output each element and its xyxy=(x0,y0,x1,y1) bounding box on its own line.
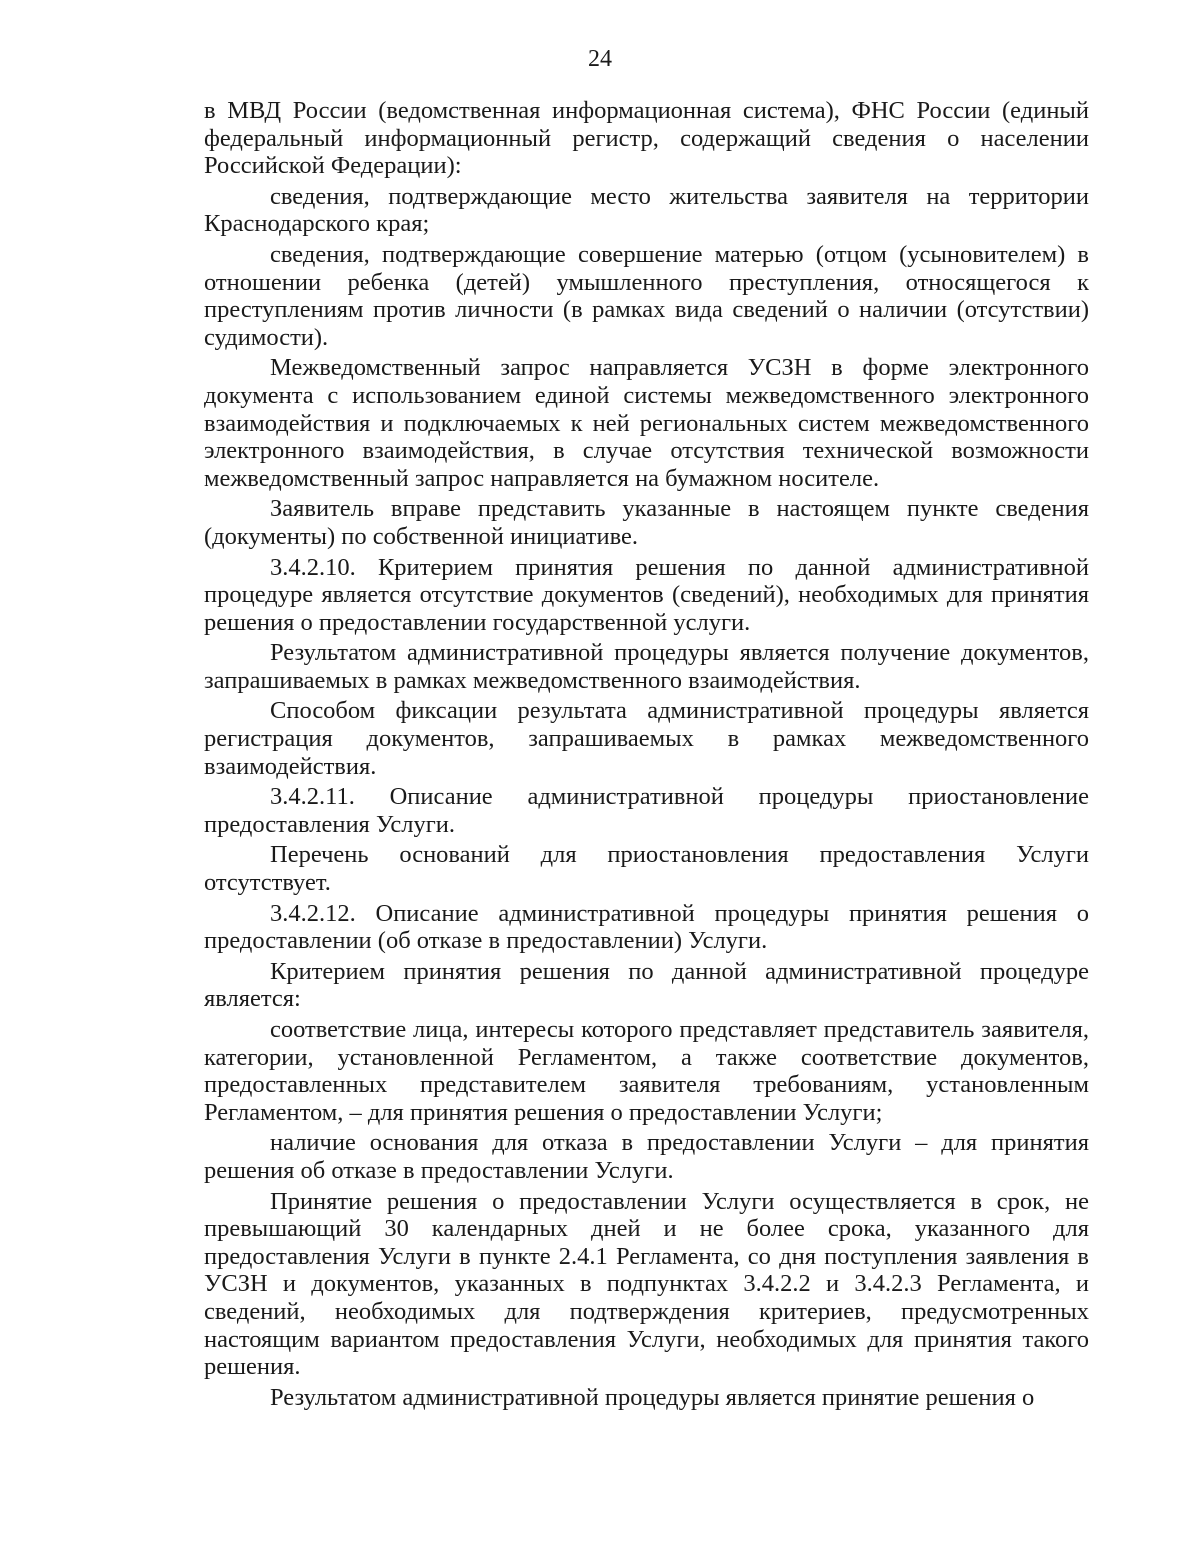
paragraph-13: соответствие лица, интересы которого представляет представитель заявителя, категории, установленной Регламентом, а также соответствие документов, предоставленных представителем заявителя требованиям, установленным Регламентом, – для принятия решения о предоставлении Услуги; xyxy=(204,1016,1089,1126)
paragraph-1: в МВД России (ведомственная информационная система), ФНС России (единый федеральный информационный регистр, содержащий сведения о населении Российской Федерации): xyxy=(204,97,1089,180)
document-body xyxy=(204,97,1089,1411)
paragraph-9: 3.4.2.11. Описание административной процедуры приостановление предоставления Услуги. xyxy=(204,783,1089,838)
paragraph-5: Заявитель вправе представить указанные в настоящем пункте сведения (документы) по собственной инициативе. xyxy=(204,495,1089,550)
paragraph-16: Результатом административной процедуры является принятие решения о xyxy=(270,1383,1035,1411)
paragraph-12: Критерием принятия решения по данной административной процедуре является: xyxy=(204,957,1089,1013)
paragraph-7: Результатом административной процедуры является получение документов, запрашиваемых в рамках межведомственного взаимодействия. xyxy=(204,639,1089,694)
paragraph-14: наличие основания для отказа в предоставлении Услуги – для принятия решения об отказе в предоставлении Услуги. xyxy=(204,1129,1089,1184)
paragraph-4: Межведомственный запрос направляется УСЗН в форме электронного документа с использованием единой системы межведомственного электронного взаимодействия и подключаемых к ней региональных систем межведомственного электронного взаимодействия, в случае отсутствия технической возможности межведомственный запрос направляется на бумажном носителе. xyxy=(204,354,1089,492)
paragraph-8: Способом фиксации результата административной процедуры является регистрация документов, запрашиваемых в рамках межведомственного взаимодействия. xyxy=(204,697,1089,780)
paragraph-3: сведения, подтверждающие совершение матерью (отцом (усыновителем) в отношении ребенка (детей) умышленного преступления, относящегося к преступлениям против личности (в рамках вида сведений о наличии (отсутствии) судимости). xyxy=(204,240,1089,351)
paragraph-2: сведения, подтверждающие место жительства заявителя на территории Краснодарского края; xyxy=(204,182,1089,238)
paragraph-11: 3.4.2.12. Описание административной процедуры принятия решения о предоставлении (об отказе в предоставлении) Услуги. xyxy=(204,899,1089,955)
paragraph-10: Перечень оснований для приостановления предоставления Услуги отсутствует. xyxy=(204,841,1089,897)
page-number: 24 xyxy=(588,46,612,72)
paragraph-6: 3.4.2.10. Критерием принятия решения по данной административной процедуре является отсутствие документов (сведений), необходимых для принятия решения о предоставлении государственной услуги. xyxy=(204,553,1089,636)
paragraph-15: Принятие решения о предоставлении Услуги осуществляется в срок, не превышающий 30 календарных дней и не более срока, указанного для предоставления Услуги в пункте 2.4.1 Регламента, со дня поступления заявления в УСЗН и документов, указанных в подпунктах 3.4.2.2 и 3.4.2.3 Регламента, и сведений, необходимых для подтверждения критериев, предусмотренных настоящим вариантом предоставления Услуги, необходимых для принятия такого решения. xyxy=(204,1187,1089,1381)
